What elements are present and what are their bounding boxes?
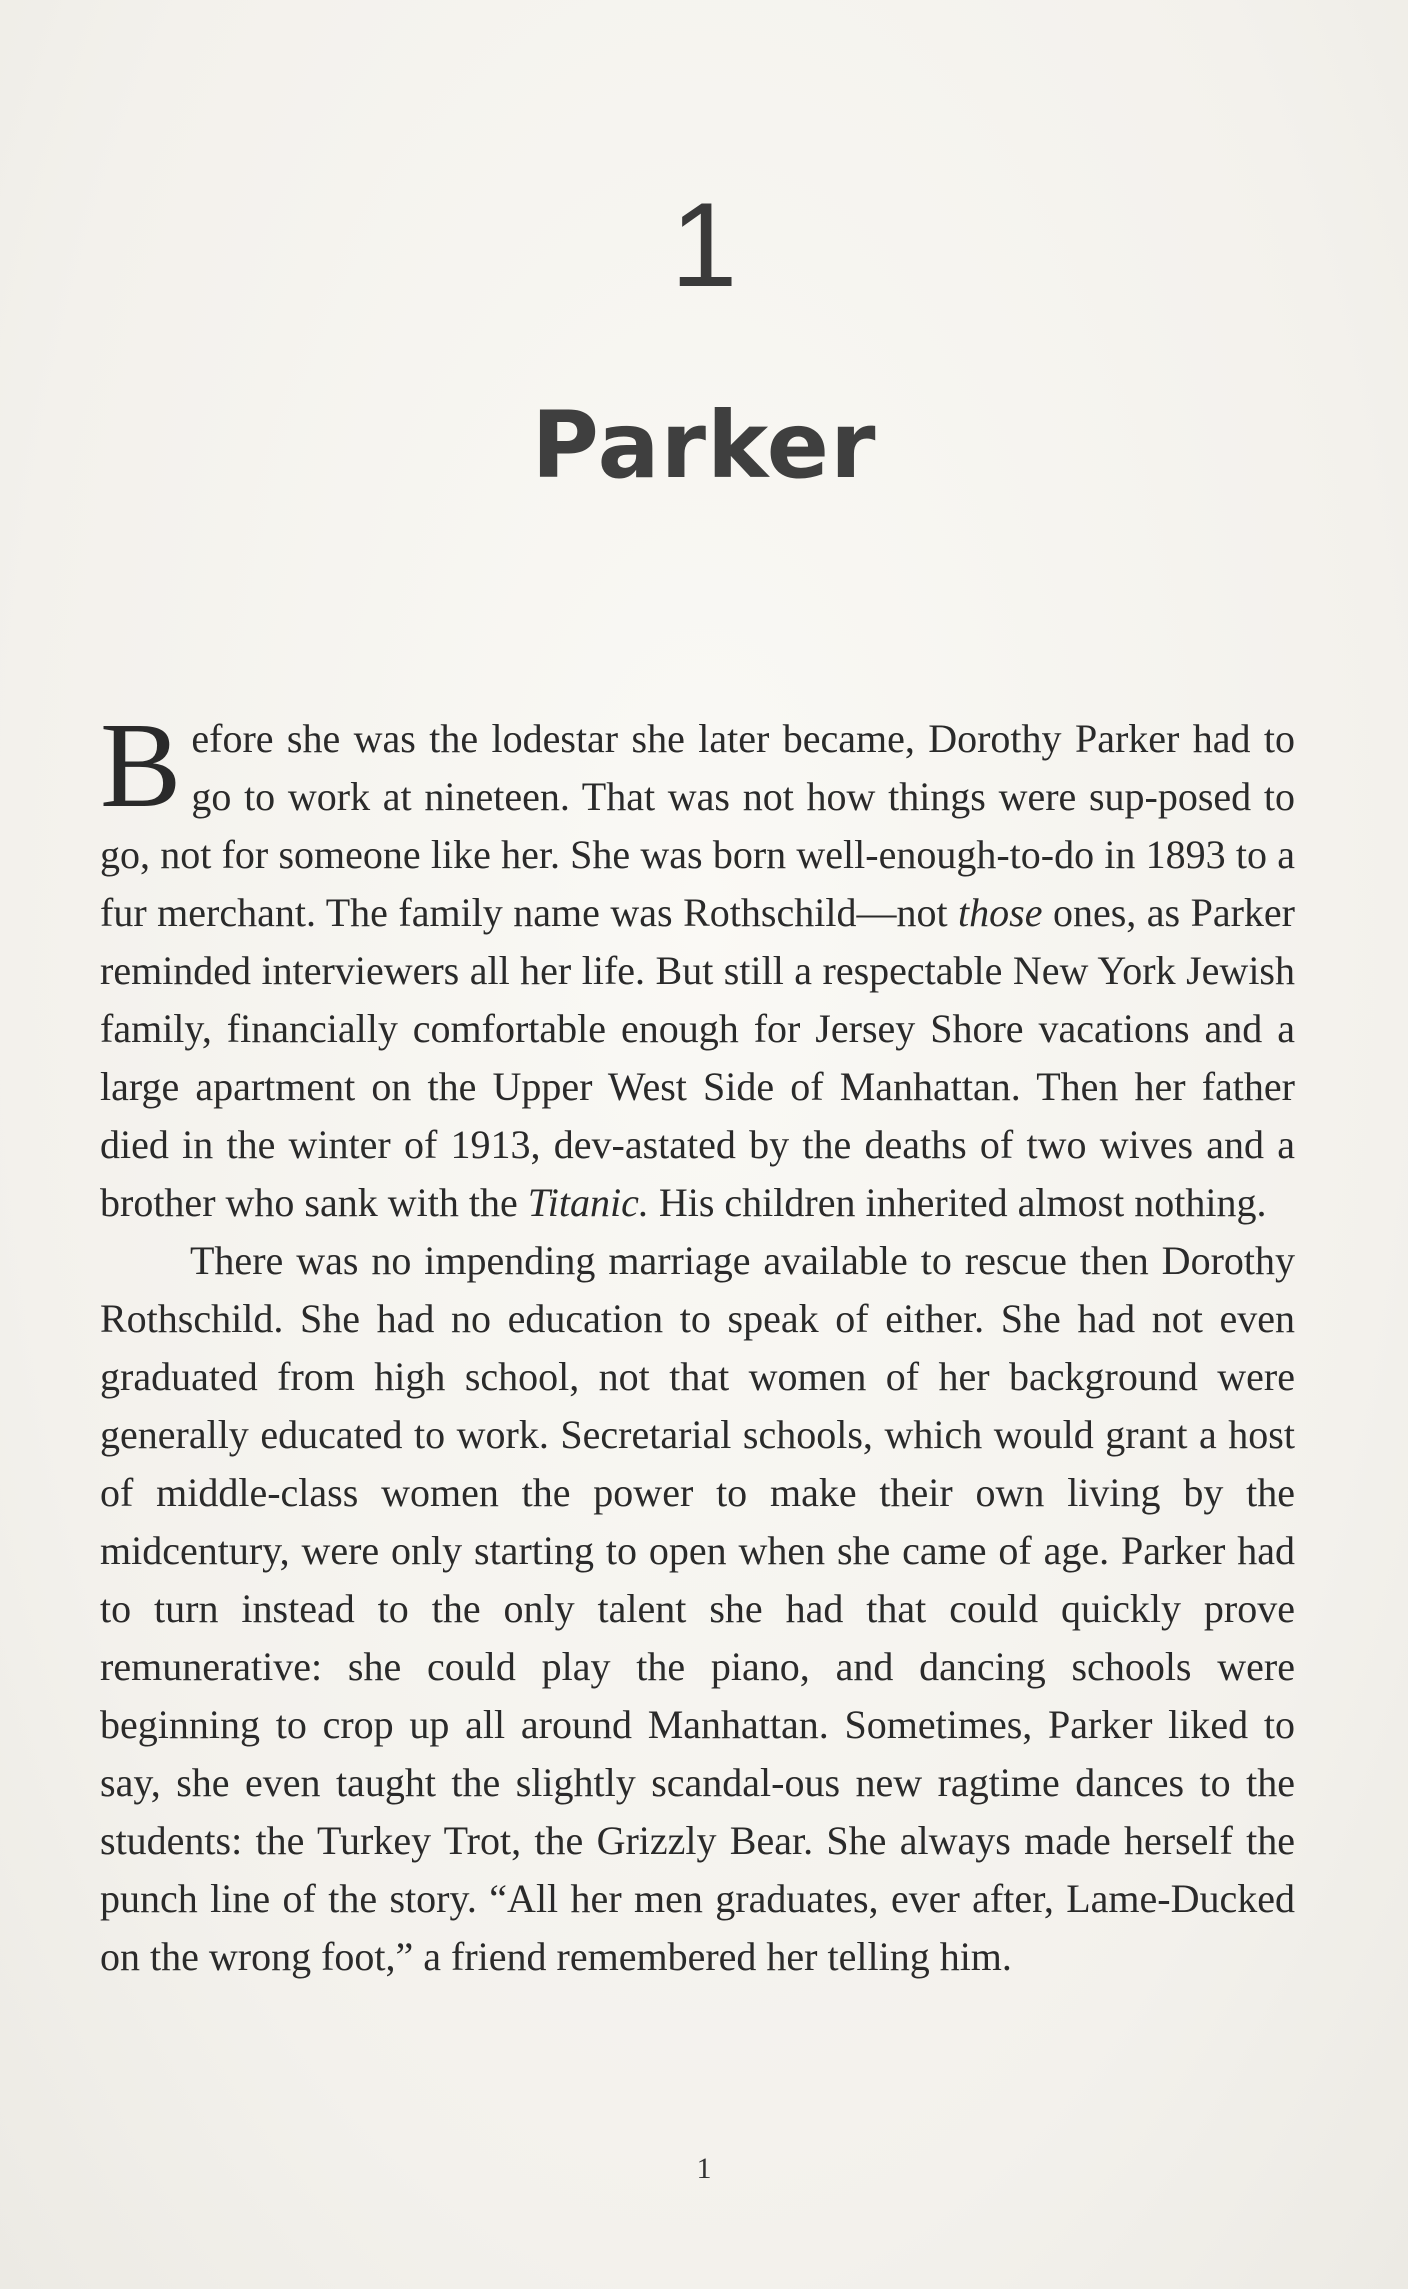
- chapter-title: Parker: [531, 392, 877, 499]
- page-number: 1: [696, 2152, 712, 2185]
- chapter-number: 1: [670, 178, 738, 312]
- paragraph-one-italic-a: those: [958, 890, 1043, 935]
- paragraph-two: There was no impending marriage available to rescue then Dorothy Rothschild. She had no education to speak of either. She had not even graduated from high school, not that women of her background were generally educated to work. Secretarial schools, which would grant a host of middle-class women the power to make their own living by the midcentury, were only starting to open when she came of age. Parker had to turn instead to the only talent she had that could quickly prove remunerative: she could play the piano, and dancing schools were beginning to crop up all around Manhattan. Sometimes, Parker liked to say, she even taught the slightly scandal-ous new ragtime dances to the students: the Turkey Trot, the Grizzly Bear. She always made herself the punch line of the story. “All her men graduates, ever after, Lame-Ducked on the wrong foot,” a friend remembered her telling him.: [100, 1238, 1295, 1979]
- paragraph-one: [100, 698, 1295, 1232]
- drop-cap: B: [100, 698, 182, 833]
- body-text: [100, 698, 1295, 1986]
- paragraph-one-text-b: ones, as Parker reminded interviewers all her life. But still a respectable New York Jewish family, financially comfortable enough for Jersey Shore vacations and a large apartment on the Upper West Side of Manhattan. Then her father died in the winter of 1913, dev-astated by the deaths of two wives and a brother who sank with the: [100, 890, 1295, 1225]
- paragraph-one-text-a: efore she was the lodestar she later became, Dorothy Parker had to go to work at nineteen. That was not how things were sup-posed to go, not for someone like her. She was born well-enough-to-do in 1893 to a fur merchant. The family name was Rothschild—not: [100, 716, 1295, 935]
- paragraph-one-text-c: His children inherited almost nothing.: [648, 1180, 1267, 1225]
- paragraph-one-italic-b: Titanic.: [527, 1180, 649, 1225]
